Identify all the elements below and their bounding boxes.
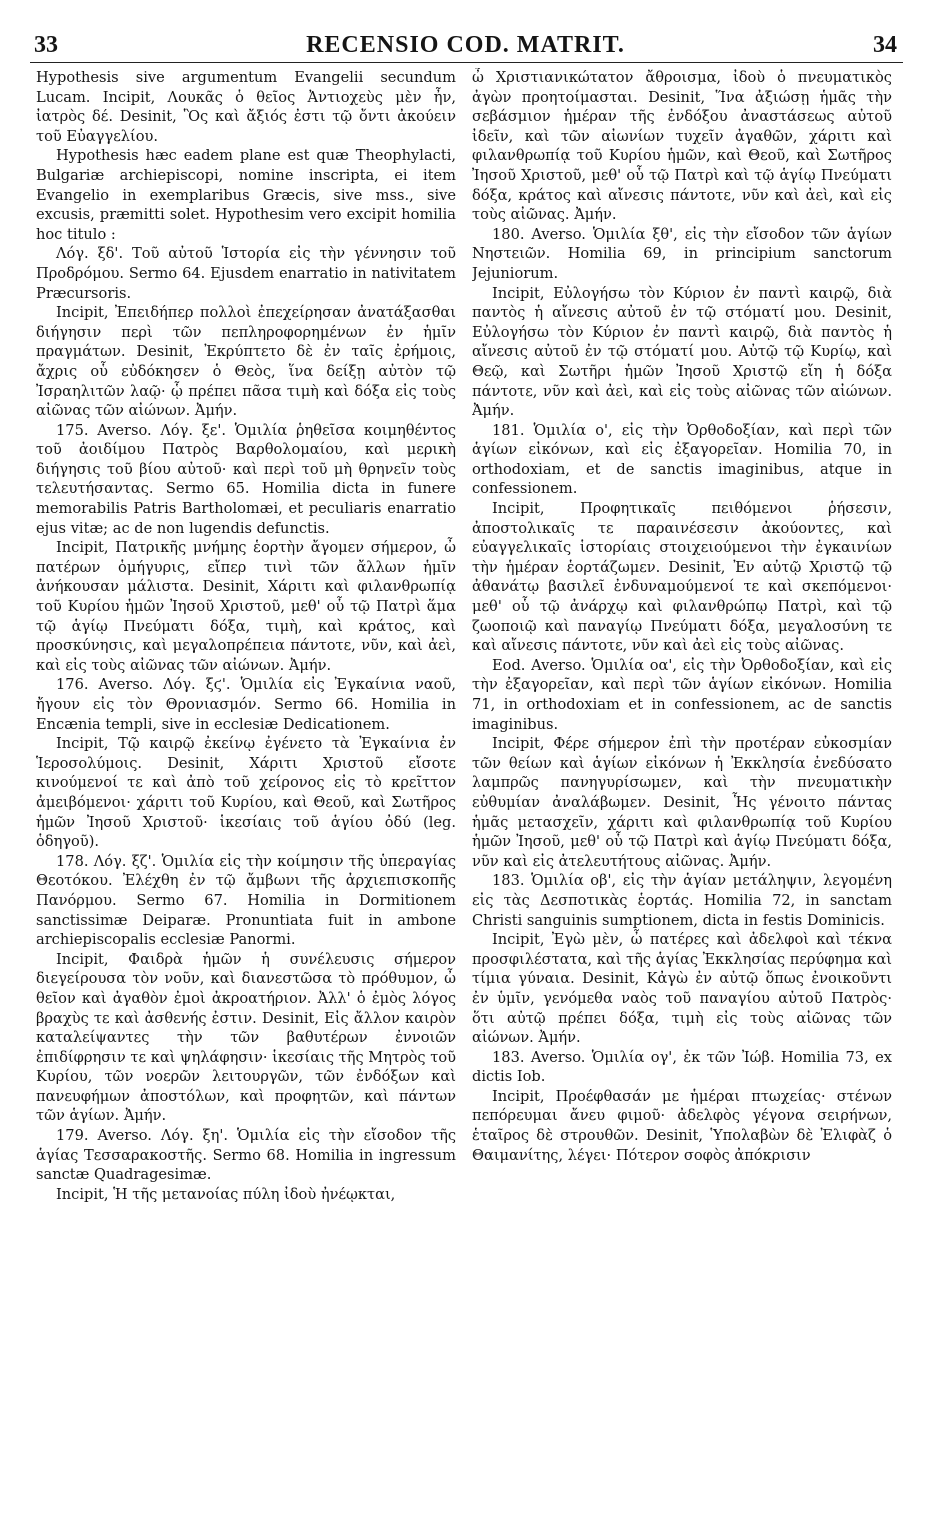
paragraph: Incipit, Φέρε σήμερον ἐπὶ τὴν προτέραν εὐκοσμίαν τῶν θείων καὶ ἁγίων εἰκόνων ἡ Ἐκκλησία ἐνεδύσατο λαμπρῶς πανηγυρίσωμεν, καὶ τὴν πνευματικὴν εὐθυμίαν ἀναλάβωμεν. Desinit, Ἧς γένοιτο πάντας ἡμᾶς μετασχεῖν, χάριτι καὶ φιλανθρωπίᾳ τοῦ Κυρίου ἡμῶν Ἰησοῦ, μεθ' οὗ τῷ Πατρὶ καὶ ἁγίῳ Πνεύματι δόξα, νῦν καὶ εἰς ἀτελευτήτους αἰῶνας. Ἀμήν. <box>472 735 892 870</box>
page-number-left: 33 <box>34 32 58 58</box>
paragraph: Incipit, Ἡ τῆς μετανοίας πύλη ἰδοὺ ἠνέῳκται, <box>56 1185 396 1203</box>
page-header <box>34 28 897 62</box>
paragraph: 180. Averso. Ὁμιλία ξθ', εἰς τὴν εἴσοδον τῶν ἁγίων Νηστειῶν. Homilia 69, in principium sanctorum Jejuniorum. <box>472 225 892 282</box>
paragraph: Hypothesis hæc eadem plane est quæ Theophylacti, Bulgariæ archiepiscopi, nomine inscripta, ei item Evangelio in exemplaribus Græcis, sive mss., sive excusis, præmitti solet. Hypothesim vero excipit homilia hoc titulo : <box>36 147 456 243</box>
paragraph: Eod. Averso. Ὁμιλία οα', εἰς τὴν Ὀρθοδοξίαν, καὶ εἰς τὴν ἐξαγορεῖαν, καὶ περὶ τῶν ἁγίων εἰκόνων. Homilia 71, in orthodoxiam et in confessionem, ac de sanctis imaginibus. <box>472 656 892 733</box>
left-column <box>36 68 456 1528</box>
paragraph: Λόγ. ξδ'. Τοῦ αὐτοῦ Ἱστορία εἰς τὴν γέννησιν τοῦ Προδρόμου. Sermo 64. Ejusdem enarratio in nativitatem Præcursoris. <box>36 245 456 302</box>
page-number-right: 34 <box>873 32 897 58</box>
paragraph: Incipit, Προέφθασάν με ἡμέραι πτωχείας· στένων πεπόρευμαι ἄνευ φιμοῦ· ἀδελφὸς γέγονα σειρήνων, ἑταῖρος δὲ στρουθῶν. Desinit, Ὑπολαβὼν δὲ Ἐλιφὰζ ὁ Θαιμανίτης, λέγει· Πότερον σοφὸς ἀπόκρισιν <box>472 1087 892 1164</box>
paragraph: 179. Averso. Λόγ. ξη'. Ὁμιλία εἰς τὴν εἴσοδον τῆς ἁγίας Τεσσαρακοστῆς. Sermo 68. Homilia in ingressum sanctæ Quadragesimæ. <box>36 1127 456 1184</box>
paragraph: 181. Ὁμιλία ο', εἰς τὴν Ὀρθοδοξίαν, καὶ περὶ τῶν ἁγίων εἰκόνων, καὶ εἰς ἐξαγορεῖαν. Homilia 70, in orthodoxiam, et de sanctis imaginibus, atque in confessionem. <box>472 421 892 498</box>
paragraph: Incipit, Ἐγὼ μὲν, ὦ πατέρες καὶ ἀδελφοὶ καὶ τέκνα προσφιλέστατα, καὶ τῆς ἁγίας Ἐκκλησίας περύφημα καὶ τίμια γύναια. Desinit, Κἀγὼ ἐν αὐτῷ ὅπως ἐνοικοῦντι ἐν ὑμῖν, γενόμεθα ναὸς τοῦ παναγίου αὐτοῦ Πατρὸς· ὅτι αὐτῷ πρέπει δόξα, τιμὴ εἰς τοὺς αἰῶνας τῶν αἰώνων. Ἀμήν. <box>472 931 892 1047</box>
paragraph: 175. Averso. Λόγ. ξε'. Ὁμιλία ῥηθεῖσα κοιμηθέντος τοῦ ἀοιδίμου Πατρὸς Βαρθολομαίου, καὶ μερικὴ διήγησις τοῦ βίου αὐτοῦ· καὶ περὶ τοῦ μὴ θρηνεῖν τοὺς τελευτήσαντας. Sermo 65. Homilia dicta in funere memorabilis Patris Bartholomæi, et peculiaris enarratio ejus vitæ; ac de non lugendis defunctis. <box>36 421 456 537</box>
paragraph: Hypothesis sive argumentum Evangelii secundum Lucam. Incipit, Λουκᾶς ὁ θεῖος Ἀντιοχεὺς μὲν ἦν, ἰατρὸς δέ. Desinit, Ὃς καὶ ἄξιός ἐστι τῷ ὄντι ἀκούειν τοῦ Εὐαγγελίου. <box>36 69 456 145</box>
running-title: RECENSIO COD. MATRIT. <box>306 32 625 58</box>
paragraph: 183. Averso. Ὁμιλία ογ', ἐκ τῶν Ἰώβ. Homilia 73, ex dictis Iob. <box>472 1048 892 1086</box>
paragraph: 183. Ὁμιλία οβ', εἰς τὴν ἁγίαν μετάληψιν, λεγομένη εἰς τὰς Δεσποτικὰς ἑορτάς. Homilia 72, in sanctam Christi sanguinis sumptionem, dicta in festis Dominicis. <box>472 872 892 929</box>
paragraph: Incipit, Ἐπειδήπερ πολλοὶ ἐπεχείρησαν ἀνατάξασθαι διήγησιν περὶ τῶν πεπληροφορημένων ἐν ἡμῖν πραγμάτων. Desinit, Ἐκρύπτετο δὲ ἐν ταῖς ἐρήμοις, ἄχρις οὗ εὐδόκησεν ὁ Θεὸς, ἵνα δείξῃ αὐτὸν τῷ Ἰσραηλιτῶν λαῷ· ᾧ πρέπει πᾶσα τιμὴ καὶ δόξα εἰς τοὺς αἰῶνας τῶν αἰώνων. Ἀμήν. <box>36 304 456 420</box>
paragraph: Incipit, Φαιδρὰ ἡμῶν ἡ συνέλευσις σήμερον διεγείρουσα τὸν νοῦν, καὶ διανεστῶσα τὸ πρόθυμον, ὦ θεῖον καὶ ἀγαθὸν ἐμοὶ ἀκροατήριον. Ἀλλ' ὁ ἐμὸς λόγος βραχὺς τε καὶ ἀσθενής ἐστιν. Desinit, Εἰς ἄλλον καιρὸν καταλείψαντες τὴν τῶν βαθυτέρων ἐννοιῶν ἐπιδίφρησιν τε καὶ ψηλάφησιν· ἱκεσίαις τῆς Μητρὸς τοῦ Κυρίου, τῶν νοερῶν λειτουργῶν, τῶν ἐνδόξων καὶ πανευφήμων ἀποστόλων, καὶ προφητῶν, καὶ πάντων τῶν ἁγίων. Ἀμήν. <box>36 950 456 1125</box>
paragraph: Incipit, Εὐλογήσω τὸν Κύριον ἐν παντὶ καιρῷ, διὰ παντὸς ἡ αἴνεσις αὐτοῦ ἐν τῷ στόματί μου. Desinit, Εὐλογήσω τὸν Κύριον ἐν παντὶ καιρῷ, διὰ παντὸς ἡ αἴνεσις αὐτοῦ ἐν τῷ στόματί μου. Αὐτῷ τῷ Κυρίῳ, καὶ Θεῷ, καὶ Σωτῆρι ἡμῶν Ἰησοῦ Χριστῷ εἴη ἡ δόξα πάντοτε, νῦν καὶ ἀεὶ, καὶ εἰς τοὺς αἰῶνας τῶν αἰώνων. Ἀμήν. <box>472 284 892 420</box>
paragraph: ὦ Χριστιανικώτατον ἄθροισμα, ἰδοὺ ὁ πνευματικὸς ἀγὼν προητοίμασται. Desinit, Ἵνα ἀξιώσῃ ἡμᾶς τὴν σεβάσμιον ἡμέραν τῆς ἐνδόξου ἀναστάσεως αὐτοῦ ἰδεῖν, καὶ τῶν αἰωνίων τυχεῖν ἀγαθῶν, χάριτι καὶ φιλανθρωπίᾳ τοῦ Κυρίου ἡμῶν, καὶ Θεοῦ, καὶ Σωτῆρος Ἰησοῦ Χριστοῦ, μεθ' οὗ τῷ Πατρὶ καὶ τῷ ἁγίῳ Πνεύματι δόξα, κράτος καὶ αἴνεσις πάντοτε, νῦν καὶ ἀεὶ, καὶ εἰς τοὺς αἰῶνας. Ἀμήν. <box>472 69 892 224</box>
paragraph: Incipit, Πατρικῆς μνήμης ἑορτὴν ἄγομεν σήμερον, ὦ πατέρων ὁμήγυρις, εἴπερ τινὶ τῶν ἄλλων ἡμῖν ἀνήκουσαν μάλιστα. Desinit, Χάριτι καὶ φιλανθρωπίᾳ τοῦ Κυρίου ἡμῶν Ἰησοῦ Χριστοῦ, μεθ' οὗ τῷ Πατρὶ ἅμα τῷ ἁγίῳ Πνεύματι δόξα, τιμὴ, καὶ κράτος, καὶ προσκύνησις, καὶ μεγαλοπρέπεια πάντοτε, νῦν, καὶ ἀεὶ, καὶ εἰς τοὺς αἰῶνας τῶν αἰώνων. Ἀμήν. <box>36 539 456 674</box>
right-column <box>472 68 892 1528</box>
paragraph: 178. Λόγ. ξζ'. Ὁμιλία εἰς τὴν κοίμησιν τῆς ὑπεραγίας Θεοτόκου. Ἐλέχθη ἐν τῷ ἄμβωνι τῆς ἀρχιεπισκοπῆς Πανόρμου. Sermo 67. Homilia in Dormitionem sanctissimæ Deiparæ. Pronuntiata fuit in ambone archiepiscopalis ecclesiæ Panormi. <box>36 852 456 949</box>
paragraph: 176. Averso. Λόγ. ξϛ'. Ὁμιλία εἰς Ἐγκαίνια ναοῦ, ἤγουν εἰς τὸν Θρονιασμόν. Sermo 66. Homilia in Encænia templi, sive in ecclesiæ Dedicationem. <box>36 676 456 733</box>
paragraph: Incipit, Προφητικαῖς πειθόμενοι ῥήσεσιν, ἀποστολικαῖς τε παραινέσεσιν ἀκούοντες, καὶ εὐαγγελικαῖς ἱστορίαις στοιχειούμενοι τὴν ἐγκαινίων τὴν ἡμέραν ἑορτάζωμεν. Desinit, Ἐν αὐτῷ Χριστῷ τῷ ἀθανάτῳ βασιλεῖ ἐνδυναμούμενοί τε καὶ σκεπόμενοι· μεθ' οὗ τῷ ἀνάρχῳ καὶ φιλανθρώπῳ Πατρὶ, καὶ τῷ ζωοποιῷ καὶ παναγίῳ Πνεύματι δόξα, μεγαλοσύνη τε καὶ αἴνεσις πάντοτε, νῦν καὶ ἀεὶ εἰς τοὺς αἰῶνας. <box>472 500 892 655</box>
header-rule <box>30 62 903 63</box>
paragraph: Incipit, Τῷ καιρῷ ἐκείνῳ ἐγένετο τὰ Ἐγκαίνια ἐν Ἱεροσολύμοις. Desinit, Χάριτι Χριστοῦ εἴσοτε κινούμενοί τε καὶ ἀπὸ τοῦ χείρονος εἰς τὸ κρεῖττον ἀμειβόμενοι· χάριτι τοῦ Κυρίου, καὶ Θεοῦ, καὶ Σωτῆρος ἡμῶν Ἰησοῦ Χριστοῦ· ἱκεσίαις τοῦ ἁγίου ὀδύ (leg. ὁδηγοῦ). <box>36 735 456 851</box>
